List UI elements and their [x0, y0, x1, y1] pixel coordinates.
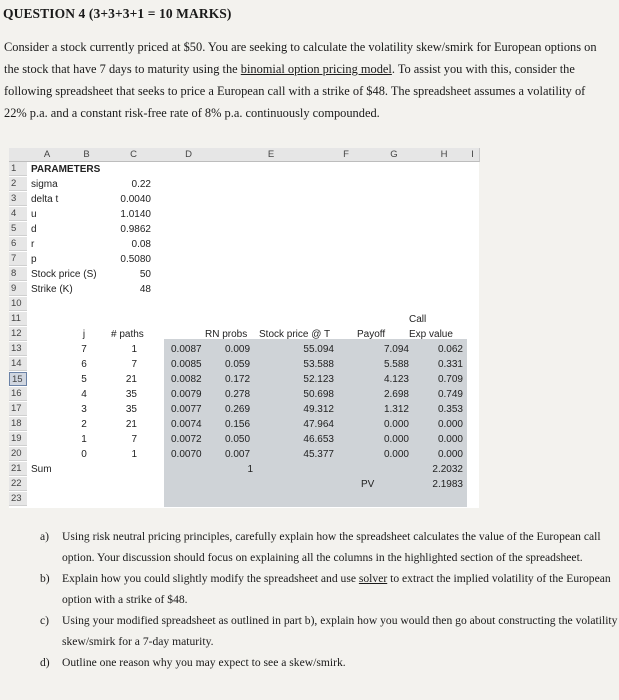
j-value: 4 — [81, 389, 87, 400]
question-title: QUESTION 4 (3+3+3+1 = 10 MARKS) — [3, 6, 232, 21]
column-header-g[interactable]: G — [366, 148, 423, 162]
paths-value: 1 — [131, 449, 137, 460]
stock-price-value: 47.964 — [303, 419, 334, 430]
intro-paragraph — [4, 36, 610, 124]
params-header: PARAMETERS — [31, 164, 101, 175]
row-header-9[interactable]: 9 — [9, 282, 27, 296]
exp-value: 0.000 — [437, 434, 463, 445]
param-value: 0.0040 — [120, 194, 151, 205]
payoff-value: 0.000 — [383, 419, 409, 430]
intro-text-1: Consider a stock currently priced at $50. You are seeking to calculate the volatility skew/smirk for European options on the stock that have 7 days to maturity using the — [4, 40, 597, 76]
paths-value: 35 — [125, 404, 137, 415]
column-header-f[interactable]: F — [326, 148, 367, 162]
call-label: Call — [409, 314, 427, 325]
stock-price-value: 52.123 — [303, 374, 334, 385]
header-j: j — [82, 329, 86, 340]
param-label: Stock price (S) — [31, 269, 97, 280]
param-label: u — [31, 209, 37, 220]
param-label: sigma — [31, 179, 58, 190]
exp-value: 0.000 — [437, 449, 463, 460]
exp-value: 0.353 — [437, 404, 463, 415]
j-value: 1 — [81, 434, 87, 445]
paths-value: 21 — [125, 374, 137, 385]
param-value: 50 — [139, 269, 151, 280]
header-exp-value: Exp value — [409, 329, 453, 340]
row-header-17[interactable]: 17 — [9, 402, 27, 416]
sum-label: Sum — [31, 464, 52, 475]
payoff-value: 4.123 — [383, 374, 409, 385]
row-header-16[interactable]: 16 — [9, 387, 27, 401]
paths-value: 7 — [131, 434, 137, 445]
sum-exp-value: 2.2032 — [432, 464, 463, 475]
stock-price-value: 55.094 — [303, 344, 334, 355]
payoff-value: 7.094 — [383, 344, 409, 355]
j-value: 5 — [81, 374, 87, 385]
j-value: 6 — [81, 359, 87, 370]
rn-prob-value: 0.278 — [225, 389, 251, 400]
c-value: 0.0082 — [171, 374, 202, 385]
pv-value: 2.1983 — [432, 479, 463, 490]
payoff-value: 0.000 — [383, 449, 409, 460]
j-value: 0 — [81, 449, 87, 460]
rn-prob-value: 0.007 — [225, 449, 251, 460]
column-header-h[interactable]: H — [422, 148, 467, 162]
payoff-value: 0.000 — [383, 434, 409, 445]
param-value: 0.22 — [131, 179, 151, 190]
j-value: 2 — [81, 419, 87, 430]
pv-label: PV — [361, 479, 375, 490]
row-header-23[interactable]: 23 — [9, 492, 27, 506]
rn-prob-value: 0.059 — [225, 359, 251, 370]
c-value: 0.0087 — [171, 344, 202, 355]
param-label: delta t — [31, 194, 59, 205]
question-b: b) Explain how you could slightly modify the spreadsheet and use solver to extract the implied volatility of the European option with a strike of $48. — [40, 572, 611, 606]
sum-probs-value: 1 — [247, 464, 253, 475]
question-d: d) Outline one reason why you may expect to see a skew/smirk. — [40, 656, 346, 669]
row-header-12[interactable]: 12 — [9, 327, 27, 341]
row-header-8[interactable]: 8 — [9, 267, 27, 281]
row-header-20[interactable]: 20 — [9, 447, 27, 461]
header-paths: # paths — [111, 329, 144, 340]
param-value: 0.08 — [131, 239, 151, 250]
question-c: c) Using your modified spreadsheet as outlined in part b), explain how you would then go about constructing the volatility skew/smirk for a 7-day maturity. — [40, 614, 618, 648]
param-label: r — [31, 239, 35, 250]
row-header-21[interactable]: 21 — [9, 462, 27, 476]
row-header-3[interactable]: 3 — [9, 192, 27, 206]
binomial-model-link: binomial option pricing model — [240, 62, 392, 76]
row-header-2[interactable]: 2 — [9, 177, 27, 191]
stock-price-value: 53.588 — [303, 359, 334, 370]
row-header-4[interactable]: 4 — [9, 207, 27, 221]
param-value: 0.5080 — [120, 254, 151, 265]
c-value: 0.0079 — [171, 389, 202, 400]
stock-price-value: 50.698 — [303, 389, 334, 400]
row-header-14[interactable]: 14 — [9, 357, 27, 371]
row-header-15[interactable]: 15 — [9, 372, 27, 386]
row-header-13[interactable]: 13 — [9, 342, 27, 356]
row-header-6[interactable]: 6 — [9, 237, 27, 251]
column-header-d[interactable]: D — [161, 148, 217, 162]
param-label: Strike (K) — [31, 284, 73, 295]
c-value: 0.0085 — [171, 359, 202, 370]
header-stock-price: Stock price @ T — [259, 329, 331, 340]
c-value: 0.0074 — [171, 419, 202, 430]
exp-value: 0.749 — [437, 389, 463, 400]
param-value: 1.0140 — [120, 209, 151, 220]
stock-price-value: 46.653 — [303, 434, 334, 445]
exp-value: 0.709 — [437, 374, 463, 385]
row-header-7[interactable]: 7 — [9, 252, 27, 266]
j-value: 7 — [81, 344, 87, 355]
j-value: 3 — [81, 404, 87, 415]
exp-value: 0.331 — [437, 359, 463, 370]
paths-value: 21 — [125, 419, 137, 430]
payoff-value: 2.698 — [383, 389, 409, 400]
column-header-b[interactable]: B — [67, 148, 107, 162]
row-header-22[interactable]: 22 — [9, 477, 27, 491]
param-label: p — [31, 254, 37, 265]
paths-value: 7 — [131, 359, 137, 370]
param-value: 48 — [139, 284, 151, 295]
paths-value: 35 — [125, 389, 137, 400]
rn-prob-value: 0.269 — [225, 404, 251, 415]
c-value: 0.0077 — [171, 404, 202, 415]
header-rn-probs: RN probs — [205, 329, 248, 340]
sheet-corner[interactable] — [9, 148, 27, 162]
row-header-10[interactable]: 10 — [9, 297, 27, 311]
spreadsheet — [9, 148, 479, 508]
rn-prob-value: 0.050 — [225, 434, 251, 445]
row-header-1[interactable]: 1 — [9, 162, 27, 176]
row-header-11[interactable]: 11 — [9, 312, 27, 326]
row-header-19[interactable]: 19 — [9, 432, 27, 446]
column-header-i[interactable]: I — [466, 148, 480, 162]
param-value: 0.9862 — [120, 224, 151, 235]
payoff-value: 5.588 — [383, 359, 409, 370]
rn-prob-value: 0.172 — [225, 374, 251, 385]
question-a: a) Using risk neutral pricing principles, carefully explain how the spreadsheet calculates the value of the European call option. Your discussion should focus on explaining all the columns in the highlighted section of the spreadsheet. — [40, 530, 601, 564]
c-value: 0.0070 — [171, 449, 202, 460]
row-header-18[interactable]: 18 — [9, 417, 27, 431]
rn-prob-value: 0.156 — [225, 419, 251, 430]
column-header-c[interactable]: C — [106, 148, 162, 162]
column-header-e[interactable]: E — [216, 148, 327, 162]
stock-price-value: 49.312 — [303, 404, 334, 415]
c-value: 0.0072 — [171, 434, 202, 445]
row-header-5[interactable]: 5 — [9, 222, 27, 236]
intro-text-2: . To assist you with this, consider the following spreadsheet that seeks to price a European call with a strike of $48. The spreadsheet assumes a volatility of 22% p.a. and a constant risk-free rate of 8% p.a. continuously compounded. — [4, 62, 586, 120]
param-label: d — [31, 224, 37, 235]
column-header-a[interactable]: A — [27, 148, 68, 162]
exp-value: 0.062 — [437, 344, 463, 355]
stock-price-value: 45.377 — [303, 449, 334, 460]
paths-value: 1 — [131, 344, 137, 355]
payoff-value: 1.312 — [383, 404, 409, 415]
header-payoff: Payoff — [357, 329, 386, 340]
sub-questions — [40, 526, 618, 673]
solver-link: solver — [358, 572, 388, 585]
rn-prob-value: 0.009 — [225, 344, 251, 355]
exp-value: 0.000 — [437, 419, 463, 430]
